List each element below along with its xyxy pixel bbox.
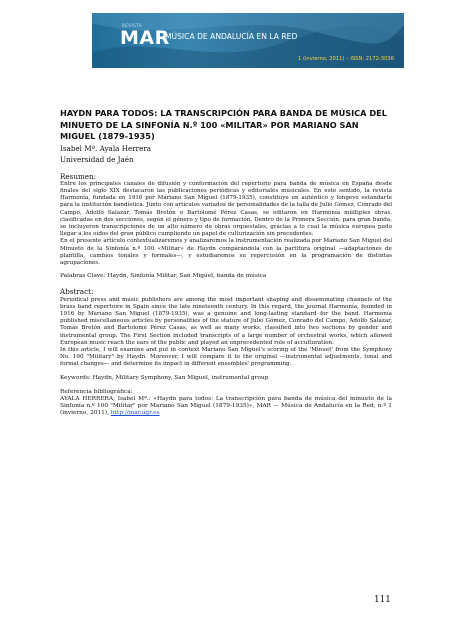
journal-banner	[92, 13, 404, 68]
journal-subtitle: MÚSICA DE ANDALUCÍA EN LA RED	[165, 32, 298, 41]
resumen-paragraph-2: En el presente artículo contextualizaremos y analizaremos la instrumentación realizada por Mariano San Miguel del Minueto de la Sinfonía n.º 100 «Militar» de Haydn comparándola con la partitura original —adaptaciones de plantilla, cambios tonales y formales—, y estudiaremos su repercusión en la programación de distintas agrupaciones.	[60, 238, 392, 266]
journal-logo: MAR	[120, 27, 170, 49]
issue-info: 1 (invierno, 2011) – ISSN: 2172-3036	[298, 56, 394, 62]
banner-revista-label: REVISTA	[122, 23, 143, 28]
reference-link[interactable]: http://mar.ugr.es	[110, 410, 160, 417]
reference-text: AYALA HERRERA, Isabel Mª.: «Haydn para todos: La transcripción para banda de música del minueto de la Sinfonía n.º 100 "Militar" por Mariano San Miguel (1879-1935)», MAR — Música de Andalucía en la Red, n.º 1 (invierno, 2011),	[60, 395, 392, 417]
page-number: 111	[374, 595, 391, 605]
abstract-heading: Abstract:	[60, 287, 94, 297]
resumen-heading: Resumen:	[60, 171, 97, 181]
abstract-paragraph-2: In this article, I will examine and put in context Mariano San Miguel's scoring of the 'Minuet' from the Symphony No. 100 "Military" by Haydn. Moreover, I will compare it to the original —instrumental adjustments, tonal and formal changes— and determine its impact in different ensembles' programming.	[60, 346, 392, 368]
abstract-paragraph-1: Periodical press and music publishers are among the most important shaping and disseminating channels of the brass band repertoire in Spain since the late nineteenth century. In this regard, the journal Harmonía, founded in 1916 by Mariano San Miguel (1879-1935), was a genuine and long-lasting standard for the band. Harmonía published miscellaneous articles by personalities of the stature of Julio Gómez, Conrado del Campo, Adolfo Salazar, Tomás Bretón and Bartolomé Pérez Casas, as well as many works, classified into two sections by gender and instrumental group. The First Section included transcripts of a large number of orchestral works, which allowed European music reach the ears of the public and played an unprecedented role of acculturation.	[60, 296, 392, 346]
reference-heading: Referencia bibliográfica:	[60, 388, 133, 395]
article-affiliation: Universidad de Jaén	[60, 154, 134, 164]
article-author: Isabel Mª. Ayala Herrera	[60, 143, 152, 153]
article-body	[60, 108, 392, 418]
resumen-paragraph-1: Entre los principales canales de difusión y conformación del repertorio para banda de música en España desde finales del siglo XIX destacaron las publicaciones periódicas y editoriales musicales. En este sentido, la revista Harmonía, fundada en 1916 por Mariano San Miguel (1879-1935), constituye un auténtico y longevo estandarte para la institución bandística. Junto con artículos variados de personalidades de la talla de Julio Gómez, Conrado del Campo, Adolfo Salazar, Tomás Bretón o Bartolomé Pérez Casas, se editaron en Harmonía múltiples obras, clasificadas en dos secciones, según el género y tipo de formación. Dentro de la Primera Sección, para gran banda, se incluyeron transcripciones de un alto número de obras orquestales, gracias a lo cual la música europea pudo llegar a los oídos del gran público cumpliendo un papel de culturización sin precedentes.	[60, 180, 392, 238]
abstract-keywords: Keywords: Haydn, Military Symphony, San Miguel, instrumental group	[60, 374, 269, 381]
reference-citation	[60, 396, 392, 418]
article-title: HAYDN PARA TODOS: LA TRANSCRIPCIÓN PARA BANDA DE MÚSICA DEL MINUETO DE LA SINFONÍA N.º 100 «MILITAR» POR MARIANO SAN MIGUEL (1879-1935)	[60, 108, 387, 141]
palabras-clave: Palabras Clave: Haydn, Sinfonía Militar, San Miguel, banda de música	[60, 273, 267, 280]
